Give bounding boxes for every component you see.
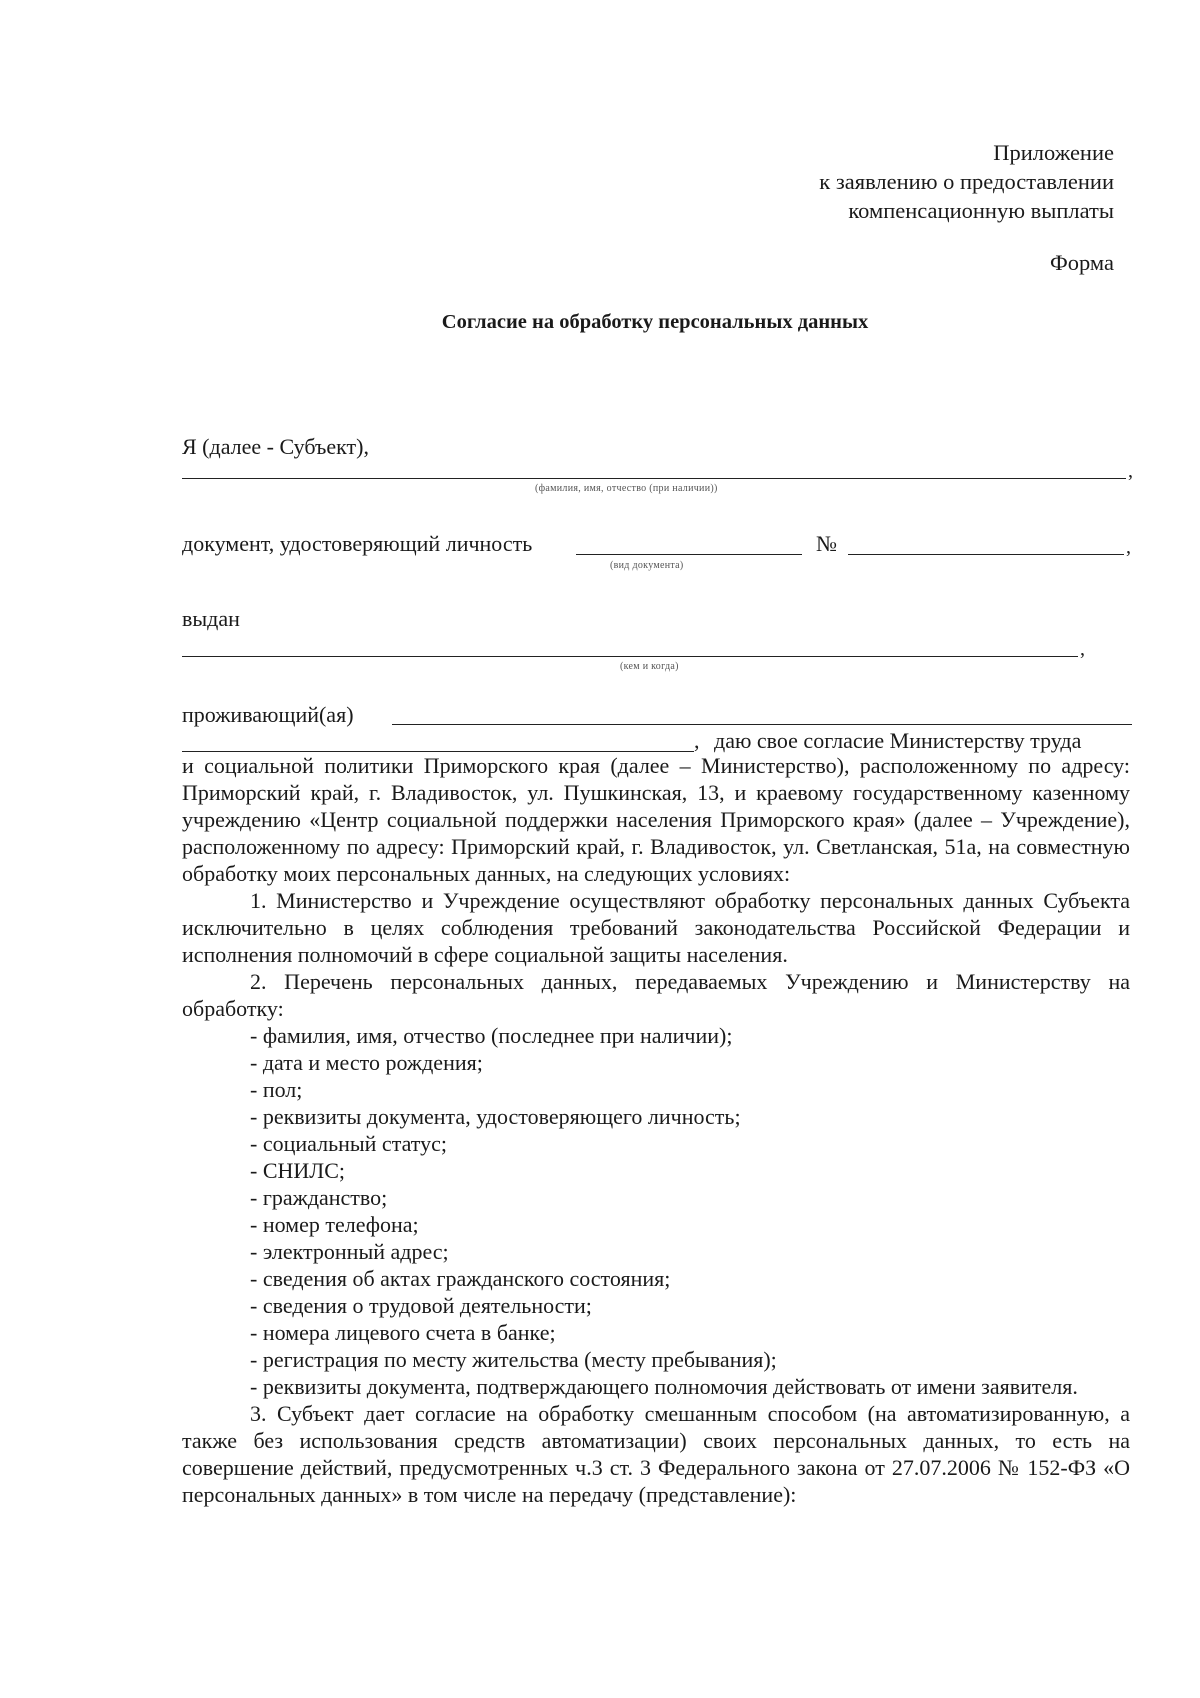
issued-caption: (кем и когда) — [620, 661, 679, 672]
appendix-line-2: к заявлению о предоставлении — [819, 169, 1114, 194]
appendix-header — [819, 138, 1114, 225]
data-list-item: - сведения о трудовой деятельности; — [250, 1293, 592, 1318]
appendix-line-3: компенсационную выплаты — [848, 198, 1114, 223]
document-number-label: № — [816, 531, 837, 556]
appendix-line-1: Приложение — [993, 140, 1114, 165]
document-number-field-line[interactable] — [848, 554, 1124, 555]
data-list-item: - регистрация по месту жительства (месту пребывания); — [250, 1347, 777, 1372]
document-caption: (вид документа) — [610, 560, 684, 571]
data-list-item-last: - реквизиты документа, подтверждающего полномочия действовать от имени заявителя. — [250, 1374, 1078, 1399]
data-list-item: - реквизиты документа, удостоверяющего личность; — [250, 1104, 741, 1129]
issued-field-line[interactable] — [182, 656, 1078, 657]
data-list-item: - номер телефона; — [250, 1212, 419, 1237]
item-2: 2. Перечень персональных данных, передаваемых Учреждению и Министерству на обработку: — [182, 969, 1130, 1021]
data-list-item: - социальный статус; — [250, 1131, 447, 1156]
fio-comma: , — [1128, 460, 1133, 482]
fio-caption: (фамилия, имя, отчество (при наличии)) — [535, 483, 718, 494]
consent-paragraph: и социальной политики Приморского края (далее – Министерство), расположенному по адресу: Приморский край, г. Владивосток, ул. Пушкинская, 13, и краевому государственному казенному учреждению «Центр социальной поддержки населения Приморского края» (далее – Учреждение), расположенному по адресу: Приморский край, г. Владивосток, ул. Светланская, 51а, на совместную обработку моих персональных данных, на следующих условиях: — [182, 753, 1130, 886]
data-list-item: - дата и место рождения; — [250, 1050, 483, 1075]
document-title: Согласие на обработку персональных данных — [441, 311, 869, 333]
consent-body — [182, 752, 1130, 1508]
data-list-item: - электронный адрес; — [250, 1239, 449, 1264]
data-list-item: - СНИЛС; — [250, 1158, 345, 1183]
residing-label: проживающий(ая) — [182, 702, 354, 727]
item-1: 1. Министерство и Учреждение осуществляют обработку персональных данных Субъекта исключительно в целях соблюдения требований законодательства Российской Федерации и исполнения полномочий в сфере социальной защиты населения. — [182, 888, 1130, 967]
item-3: 3. Субъект дает согласие на обработку смешанным способом (на автоматизированную, а также без использования средств автоматизации) своих персональных данных, то есть на совершение действий, предусмотренных ч.3 ст. 3 Федерального закона от 27.07.2006 № 152-ФЗ «О персональных данных» в том числе на передачу (представление): — [182, 1401, 1130, 1507]
document-comma: , — [1126, 536, 1131, 558]
document-label: документ, удостоверяющий личность — [182, 531, 533, 556]
issued-label: выдан — [182, 606, 240, 631]
document-type-field-line[interactable] — [576, 554, 802, 555]
data-list-item: - номера лицевого счета в банке; — [250, 1320, 556, 1345]
residing-field-line-1[interactable] — [392, 724, 1132, 725]
data-list-item: - фамилия, имя, отчество (последнее при наличии); — [250, 1023, 733, 1048]
residing-comma: , — [694, 728, 700, 753]
form-label: Форма — [1049, 250, 1114, 275]
subject-intro: Я (далее - Субъект), — [182, 434, 369, 459]
data-list-item: - гражданство; — [250, 1185, 388, 1210]
data-list-item: - пол; — [250, 1077, 303, 1102]
issued-comma: , — [1080, 638, 1085, 660]
fio-field-line[interactable] — [182, 478, 1126, 479]
consent-tail: даю свое согласие Министерству труда — [714, 728, 1082, 753]
data-list-item: - сведения об актах гражданского состояния; — [250, 1266, 671, 1291]
